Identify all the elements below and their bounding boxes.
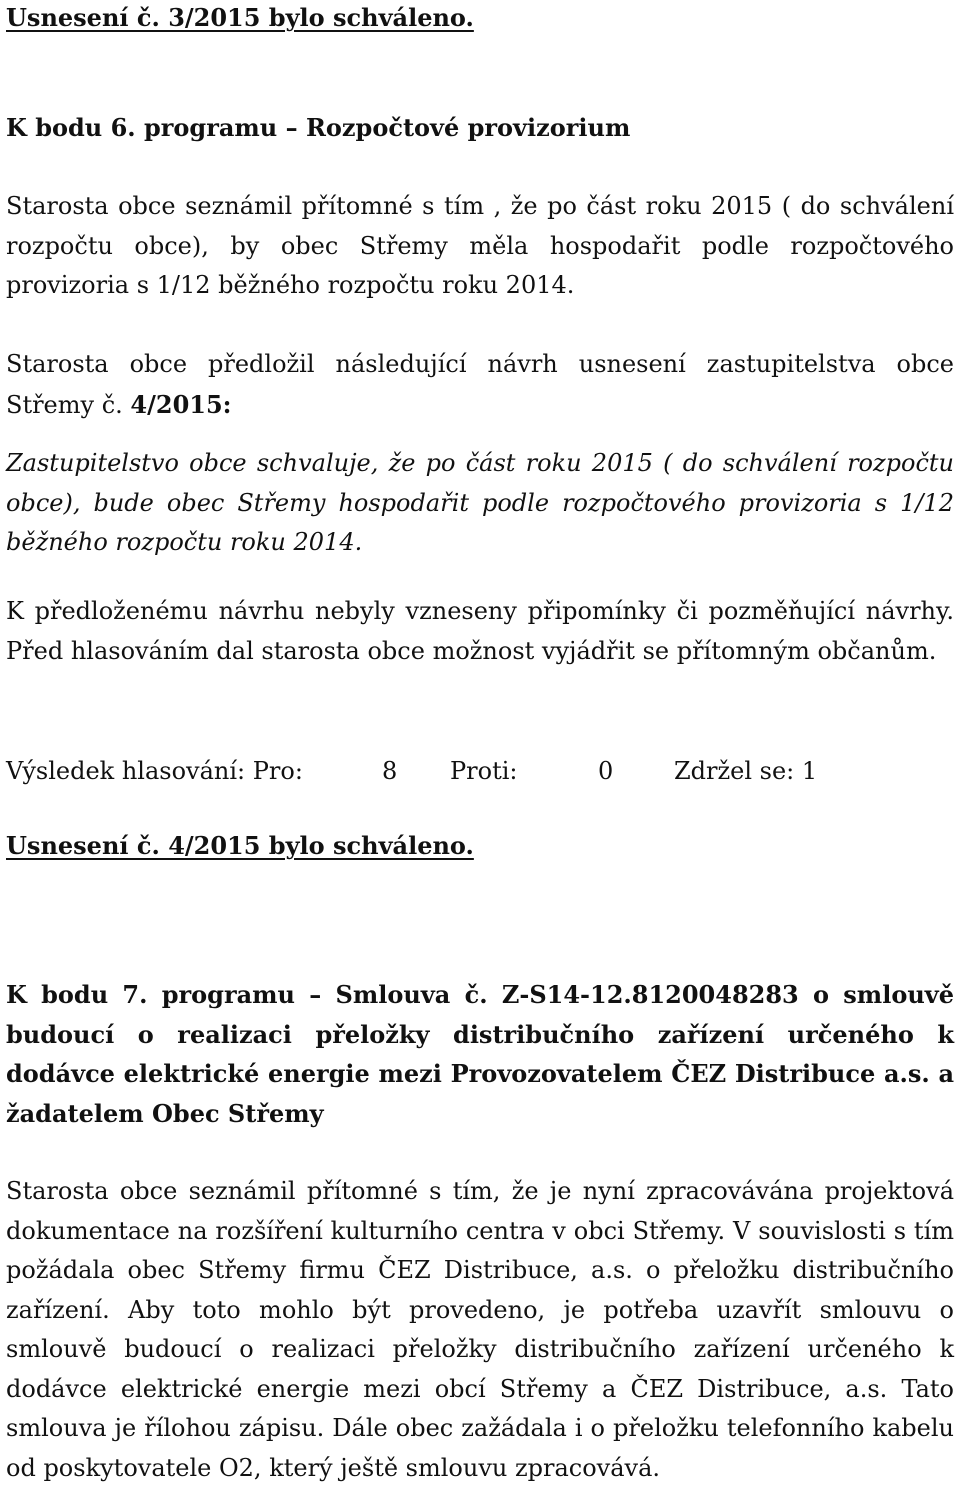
- vote-proti-count: 0: [598, 757, 614, 785]
- resolution-3-approved: Usnesení č. 3/2015 bylo schváleno.: [6, 3, 474, 32]
- proposal-number: 4/2015:: [130, 389, 232, 419]
- item-6-heading: K bodu 6. programu – Rozpočtové provizorium: [6, 113, 631, 142]
- vote-zdrzel: Zdržel se: 1: [674, 757, 818, 785]
- resolution-4-approved: Usnesení č. 4/2015 bylo schváleno.: [6, 831, 474, 860]
- item-7-heading: K bodu 7. programu – Smlouva č. Z-S14-12.8120048283 o smlouvě budoucí o realizaci přeložky distribučního zařízení určeného k dodávce elektrické energie mezi Provozovatelem ČEZ Distribuce a.s. a žadatelem Obec Střemy: [6, 980, 954, 1128]
- item-7-body: Starosta obce seznámil přítomné s tím, že je nyní zpracovávána projektová dokumentace na rozšíření kulturního centra v obci Střemy. V souvislosti s tím požádala obec Střemy firmu ČEZ Distribuce, a.s. o přeložku distribučního zařízení. Aby toto mohlo být provedeno, je potřeba uzavřít smlouvu o smlouvě budoucí o realizaci přeložky distribučního zařízení určeného k dodávce elektrické energie mezi obcí Střemy a ČEZ Distribuce, a.s. Tato smlouva je řílohou zápisu. Dále obec zažádala i o přeložku telefonního kabelu od poskytovatele O2, který ještě smlouvu zpracovává.: [6, 1177, 954, 1482]
- vote-pro-count: 8: [382, 757, 398, 785]
- item-6-resolution-text: Zastupitelstvo obce schvaluje, že po část roku 2015 ( do schválení rozpočtu obce), bude obec Střemy hospodařit podle rozpočtového provizoria s 1/12 běžného rozpočtu roku 2014.: [6, 449, 954, 556]
- vote-result: [6, 752, 954, 792]
- item-6-no-comments: K předloženému návrhu nebyly vzneseny připomínky či pozměňující návrhy. Před hlasováním dal starosta obce možnost vyjádřit se přítomným občanům.: [6, 597, 954, 665]
- vote-label: Výsledek hlasování: Pro:: [6, 757, 303, 785]
- proposal-text: Starosta obce předložil následující návrh usnesení zastupitelstva obce Střemy č.: [6, 350, 954, 419]
- vote-proti-label: Proti:: [450, 757, 518, 785]
- item-6-proposal: [6, 345, 954, 425]
- item-6-intro: Starosta obce seznámil přítomné s tím , že po část roku 2015 ( do schválení rozpočtu obce), by obec Střemy měla hospodařit podle rozpočtového provizoria s 1/12 běžného rozpočtu roku 2014.: [6, 192, 954, 299]
